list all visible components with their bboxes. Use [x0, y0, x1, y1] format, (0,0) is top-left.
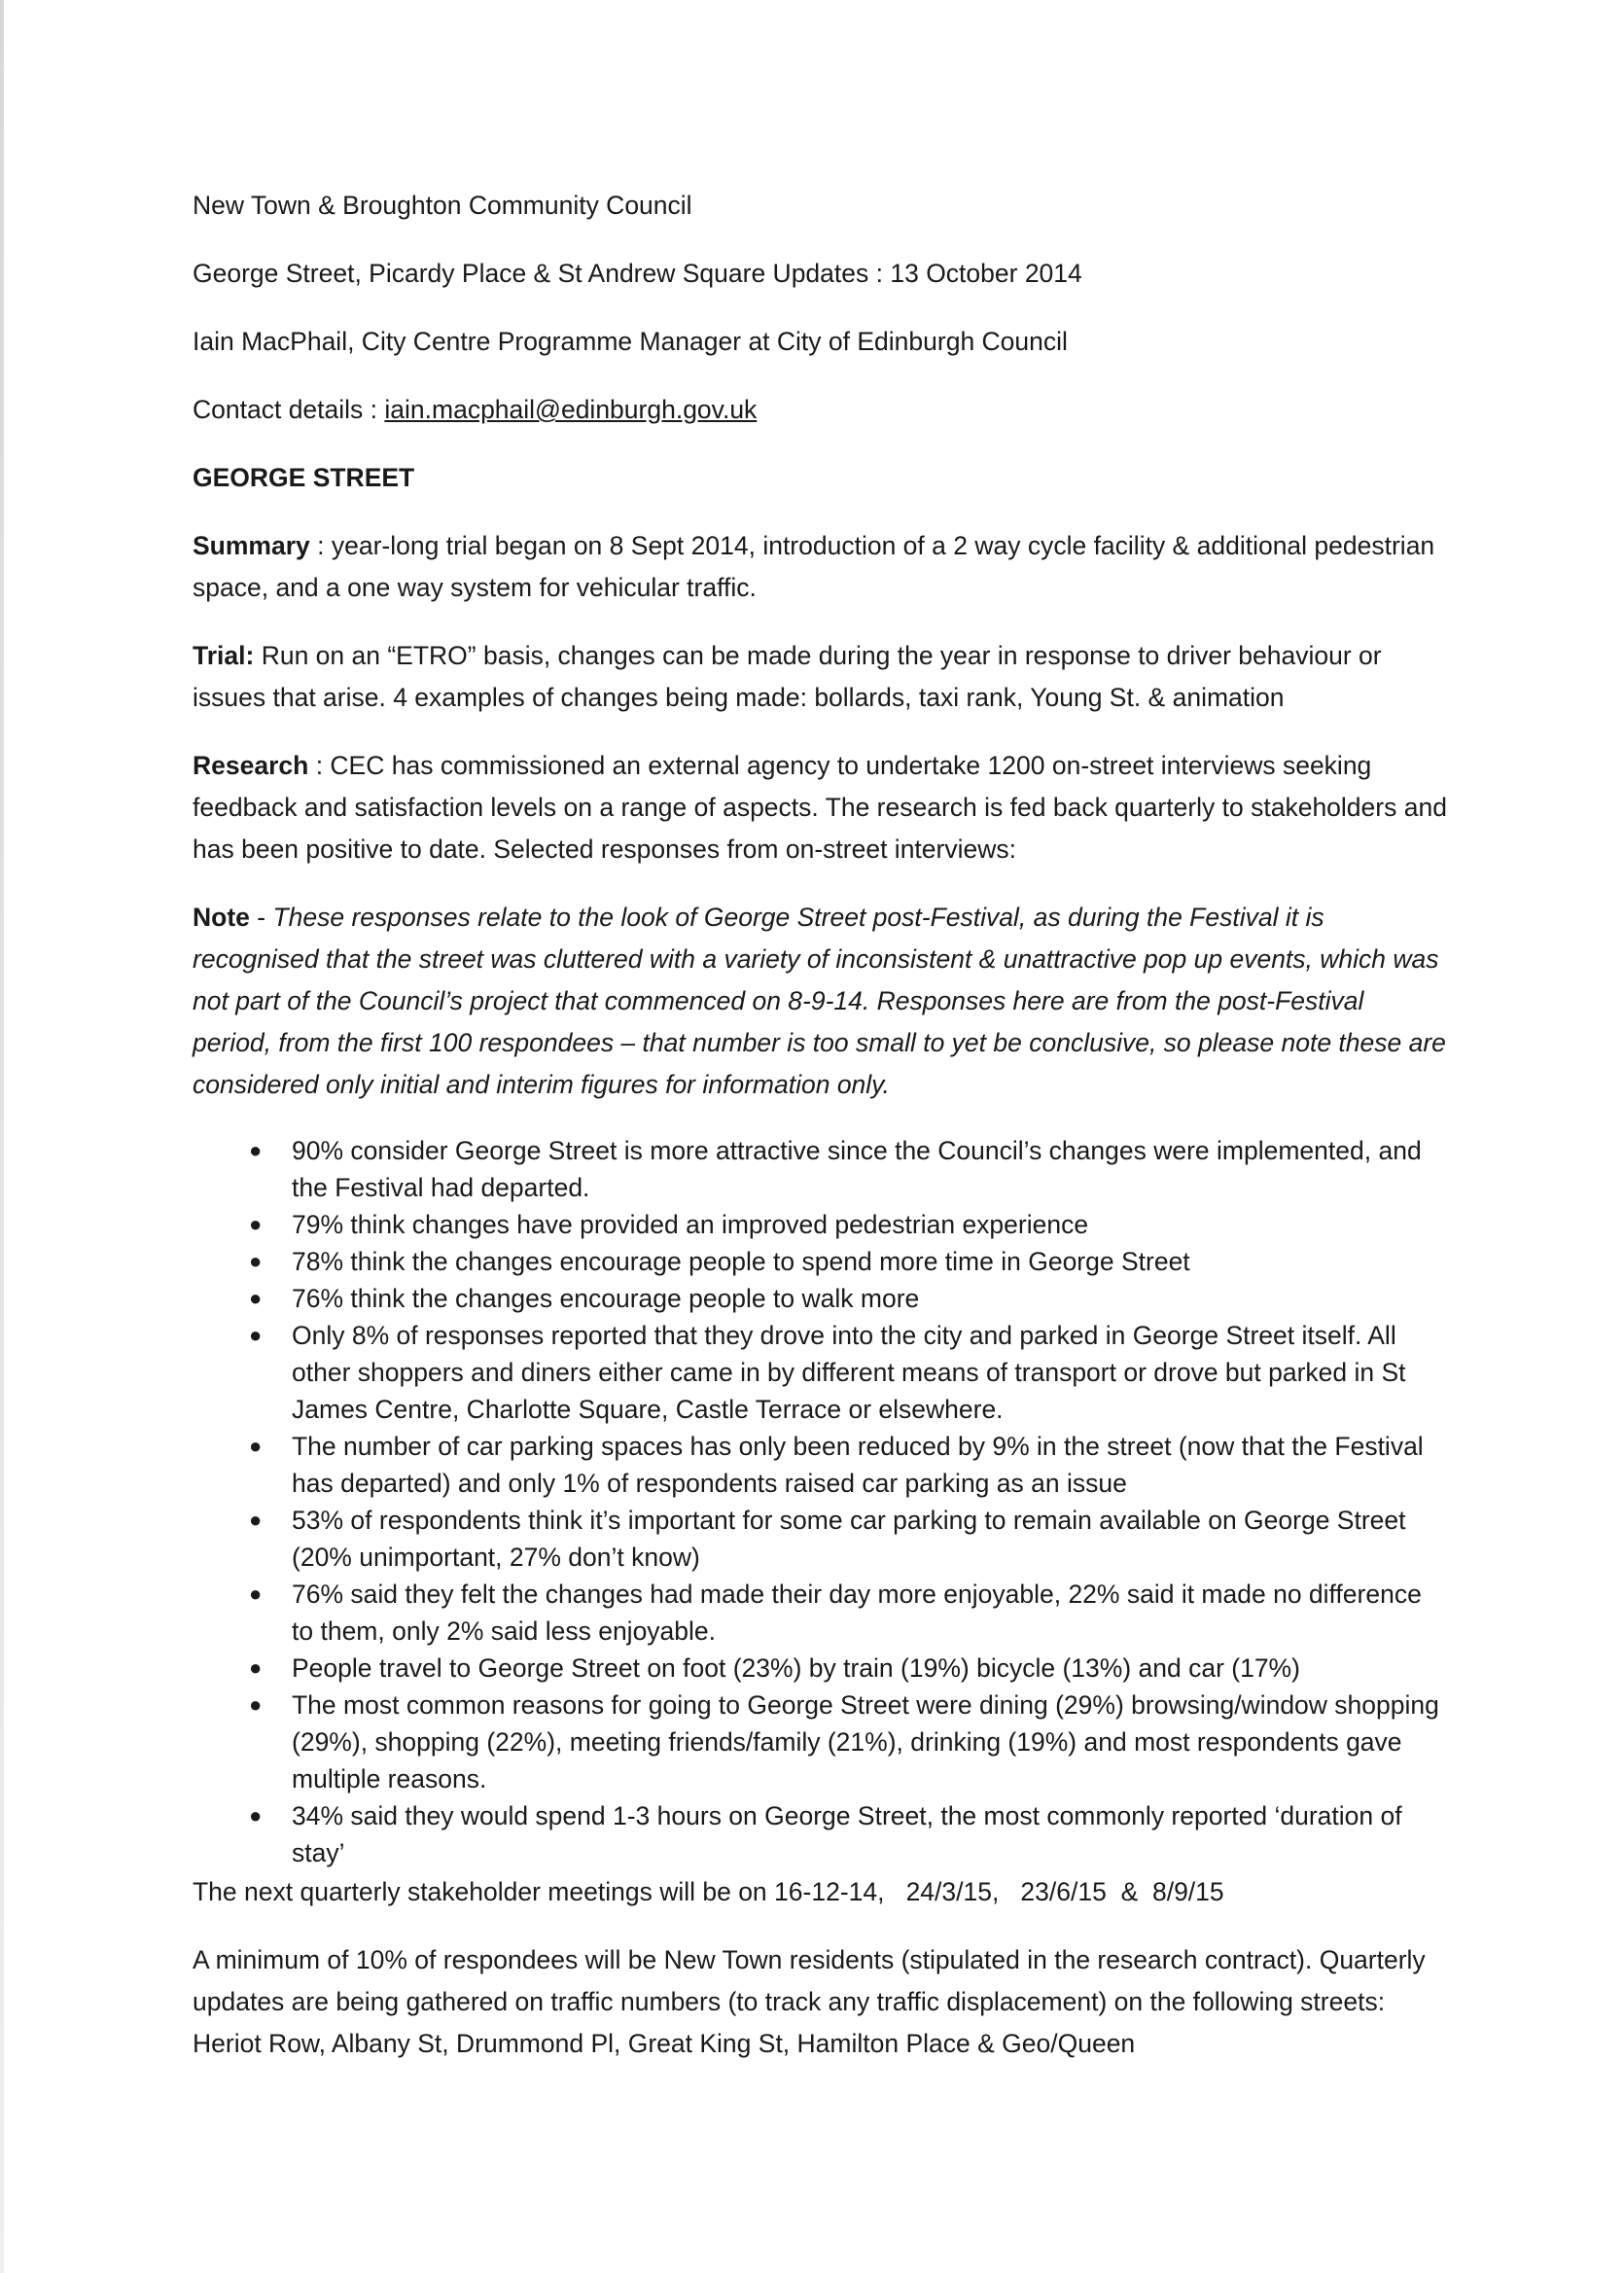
bullet-icon: ●: [249, 1692, 263, 1717]
summary-label: Summary: [193, 531, 310, 560]
note-label: Note: [193, 903, 250, 932]
meetings-paragraph: The next quarterly stakeholder meetings will be on 16-12-14, 24/3/15, 23/6/15 & 8/9/15: [193, 1877, 1224, 1906]
contact-label: Contact details :: [193, 395, 385, 424]
bullet-icon: ●: [249, 1434, 263, 1458]
list-item: ● People travel to George Street on foot (23%) by train (19%) bicycle (13%) and car (17%): [193, 1650, 1447, 1687]
list-item: ● 76% think the changes encourage people to walk more: [193, 1280, 1447, 1317]
scan-edge: [0, 0, 4, 2273]
document-page: [193, 185, 1447, 2091]
note-text: These responses relate to the look of George Street post-Festival, as during the Festival it is recognised that the street was cluttered with a variety of inconsistent & unattractive pop up events, which was not part of the Council’s project that commenced on 8-9-14. Responses here are from the post-Festival period, from the first 100 respondees – that number is too small to yet be conclusive, so please note these are considered only initial and interim figures for information only.: [193, 903, 1446, 1099]
list-item: ● 76% said they felt the changes had made their day more enjoyable, 22% said it made no difference to them, only 2% said less enjoyable.: [193, 1576, 1447, 1650]
list-item: ● 90% consider George Street is more attractive since the Council’s changes were implemented, and the Festival had departed.: [193, 1132, 1447, 1206]
contact-email-link[interactable]: iain.macphail@edinburgh.gov.uk: [384, 395, 758, 424]
bullet-icon: ●: [249, 1803, 263, 1828]
trial-text: Run on an “ETRO” basis, changes can be made during the year in response to driver behaviour or issues that arise. 4 examples of changes being made: bollards, taxi rank, Young St. & animation: [193, 641, 1382, 712]
survey-results-list: [193, 1132, 1447, 1871]
bullet-icon: ●: [249, 1249, 263, 1273]
list-item: ● The number of car parking spaces has only been reduced by 9% in the street (now that the Festival has departed) and only 1% of respondents raised car parking as an issue: [193, 1428, 1447, 1502]
org-name: New Town & Broughton Community Council: [193, 191, 692, 220]
trial-paragraph: [193, 635, 1447, 719]
residents-paragraph: A minimum of 10% of respondees will be New Town residents (stipulated in the research contract). Quarterly updates are being gathered on traffic numbers (to track any traffic displacement) on the following streets: Heriot Row, Albany St, Drummond Pl, Great King St, Hamilton Place & Geo/Queen: [193, 1945, 1426, 2058]
bullet-icon: ●: [249, 1212, 263, 1236]
summary-text: : year-long trial began on 8 Sept 2014, introduction of a 2 way cycle facility & additional pedestrian space, and a one way system for vehicular traffic.: [193, 531, 1435, 602]
bullet-icon: ●: [249, 1581, 263, 1606]
presenter-line: Iain MacPhail, City Centre Programme Manager at City of Edinburgh Council: [193, 327, 1068, 356]
list-item: ● Only 8% of responses reported that they drove into the city and parked in George Street itself. All other shoppers and diners either came in by different means of transport or drove but parked in St James Centre, Charlotte Square, Castle Terrace or elsewhere.: [193, 1317, 1447, 1428]
note-paragraph: [193, 897, 1447, 1106]
list-item: ● 34% said they would spend 1-3 hours on George Street, the most commonly reported ‘duration of stay’: [193, 1797, 1447, 1871]
section-heading: GEORGE STREET: [193, 463, 415, 492]
note-dash: -: [249, 903, 273, 932]
research-text: : CEC has commissioned an external agency to undertake 1200 on-street interviews seeking feedback and satisfaction levels on a range of aspects. The research is fed back quarterly to stakeholders and has been positive to date. Selected responses from on-street interviews:: [193, 751, 1447, 864]
list-item: ● 78% think the changes encourage people to spend more time in George Street: [193, 1243, 1447, 1280]
bullet-icon: ●: [249, 1508, 263, 1532]
bullet-icon: ●: [249, 1138, 263, 1162]
bullet-icon: ●: [249, 1286, 263, 1310]
trial-label: Trial:: [193, 641, 255, 670]
list-item: ● 79% think changes have provided an improved pedestrian experience: [193, 1206, 1447, 1243]
research-label: Research: [193, 751, 309, 780]
bullet-icon: ●: [249, 1323, 263, 1347]
research-paragraph: [193, 745, 1447, 870]
list-item: ● 53% of respondents think it’s important for some car parking to remain available on George Street (20% unimportant, 27% don’t know): [193, 1502, 1447, 1576]
bullet-icon: ●: [249, 1655, 263, 1680]
summary-paragraph: [193, 525, 1447, 609]
document-subject: George Street, Picardy Place & St Andrew Square Updates : 13 October 2014: [193, 259, 1082, 288]
list-item: ● The most common reasons for going to George Street were dining (29%) browsing/window shopping (29%), shopping (22%), meeting friends/family (21%), drinking (19%) and most respondents gave multiple reasons.: [193, 1687, 1447, 1797]
contact-line: [193, 389, 1447, 431]
